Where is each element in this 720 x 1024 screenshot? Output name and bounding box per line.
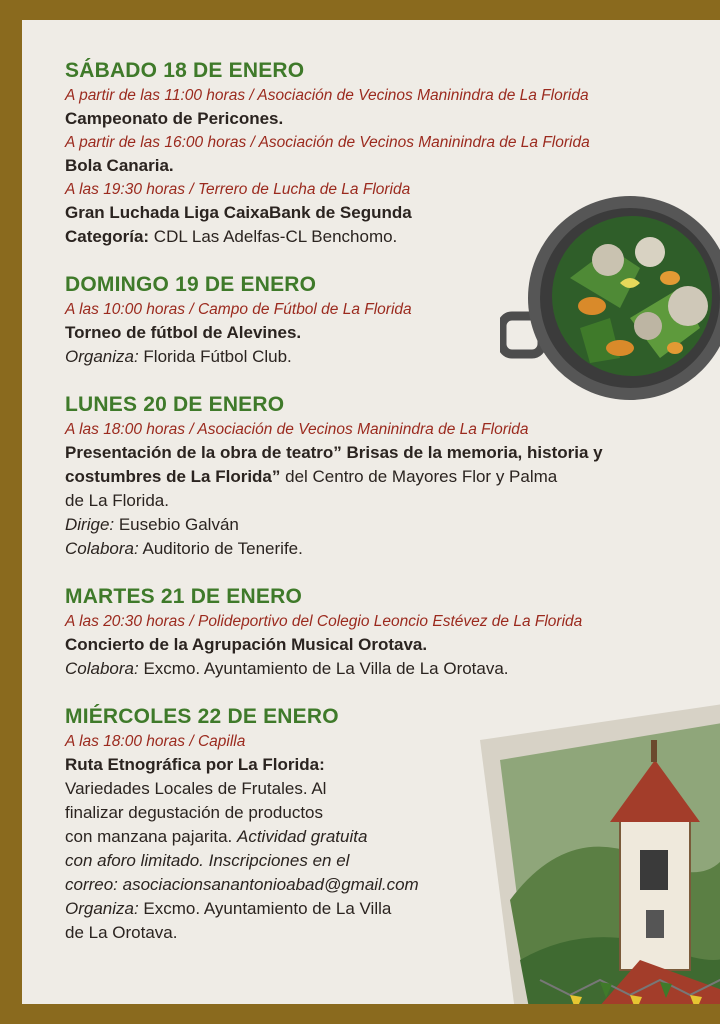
category-value: CDL Las Adelfas-CL Benchomo. <box>149 227 398 246</box>
event-meta: A las 10:00 horas / Campo de Fútbol de La Florida <box>65 301 412 318</box>
event-collaborator <box>65 657 685 681</box>
category-label: Categoría: <box>65 227 150 246</box>
event-title-bold: costumbres de La Florida” <box>65 467 281 486</box>
event-title: Torneo de fútbol de Alevines. <box>65 323 302 342</box>
event-title: Gran Luchada Liga CaixaBank de Segunda <box>65 203 412 222</box>
collaborator-value: Auditorio de Tenerife. <box>138 539 303 558</box>
event-meta: A partir de las 11:00 horas / Asociación de Vecinos Maninindra de La Florida <box>65 87 589 104</box>
event-title-rest: del Centro de Mayores Flor y Palma <box>280 467 558 486</box>
event-director <box>65 513 685 537</box>
collaborator-label: Colabora: <box>65 659 139 678</box>
day-heading: MIÉRCOLES 22 DE ENERO <box>65 705 339 728</box>
email-link[interactable]: correo: asociacionsanantonioabad@gmail.com <box>65 875 419 894</box>
event-meta: A las 19:30 horas / Terrero de Lucha de La Florida <box>65 181 411 198</box>
description-plain: con manzana pajarita. <box>65 827 237 846</box>
day-tuesday <box>65 584 685 681</box>
event-category <box>65 225 685 249</box>
day-heading: SÁBADO 18 DE ENERO <box>65 59 305 82</box>
event-description: finalizar degustación de productos <box>65 803 323 822</box>
day-heading: LUNES 20 DE ENERO <box>65 393 285 416</box>
event-meta: A las 18:00 horas / Capilla <box>65 733 246 750</box>
day-monday <box>65 392 685 561</box>
organizer-label: Organiza: <box>65 899 139 918</box>
event-description: Variedades Locales de Frutales. Al <box>65 779 327 798</box>
description-italic: Actividad gratuita <box>237 827 368 846</box>
organizer-continued: de La Orotava. <box>65 923 178 942</box>
program-content <box>65 58 685 968</box>
event-meta: A partir de las 16:00 horas / Asociación de Vecinos Maninindra de La Florida <box>65 134 590 151</box>
director-label: Dirige: <box>65 515 115 534</box>
program-page <box>22 20 720 1004</box>
event-title: Ruta Etnográfica por La Florida: <box>65 755 325 774</box>
event-organizer <box>65 345 685 369</box>
event-email[interactable] <box>65 873 685 897</box>
event-title-continued <box>65 465 685 489</box>
event-meta: A las 18:00 horas / Asociación de Vecinos Maninindra de La Florida <box>65 421 529 438</box>
day-heading: DOMINGO 19 DE ENERO <box>65 273 317 296</box>
event-title: Presentación de la obra de teatro” Brisas de la memoria, historia y <box>65 443 603 462</box>
event-organizer <box>65 897 685 921</box>
event-meta: A las 20:30 horas / Polideportivo del Colegio Leoncio Estévez de La Florida <box>65 613 583 630</box>
event-title: Bola Canaria. <box>65 156 174 175</box>
event-description <box>65 825 685 849</box>
event-description <box>65 849 685 873</box>
organizer-value: Excmo. Ayuntamiento de La Villa <box>138 899 392 918</box>
event-title-end: de La Florida. <box>65 491 169 510</box>
organizer-label: Organiza: <box>65 347 139 366</box>
collaborator-value: Excmo. Ayuntamiento de La Villa de La Orotava. <box>138 659 509 678</box>
event-title: Concierto de la Agrupación Musical Orotava. <box>65 635 428 654</box>
organizer-value: Florida Fútbol Club. <box>138 347 292 366</box>
director-value: Eusebio Galván <box>114 515 239 534</box>
collaborator-label: Colabora: <box>65 539 139 558</box>
event-title: Campeonato de Pericones. <box>65 109 284 128</box>
day-heading: MARTES 21 DE ENERO <box>65 585 302 608</box>
day-saturday <box>65 58 685 249</box>
description-italic: con aforo limitado. Inscripciones en el <box>65 851 350 870</box>
day-wednesday <box>65 704 685 945</box>
event-collaborator <box>65 537 685 561</box>
day-sunday <box>65 272 685 369</box>
